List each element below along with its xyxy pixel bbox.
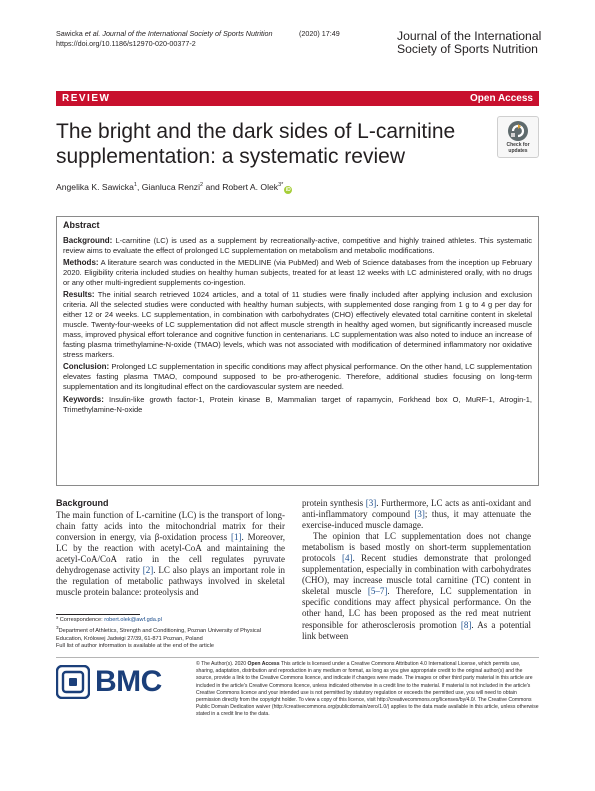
check-updates-icon [507, 120, 529, 142]
journal-title: Journal of the International Society of Sports Nutrition [397, 29, 542, 56]
author-list: Angelika K. Sawicka$^1$, Gianluca Renzi$^2$ and Robert A. Olek$^{3*}$iD [56, 181, 291, 193]
section-heading: Background [56, 498, 109, 508]
bmc-logo [56, 665, 162, 699]
citation-link[interactable]: [2] [142, 565, 154, 576]
author-name[interactable]: Robert A. Olek [222, 181, 279, 192]
open-access-label: Open Access [470, 93, 533, 104]
author-name[interactable]: Angelika K. Sawicka [56, 181, 134, 192]
page-footer [56, 657, 539, 718]
doi-link[interactable]: https://doi.org/10.1186/s12970-020-00377-2 [56, 39, 196, 48]
abstract-conclusion: Conclusion: Prolonged LC supplementation in specific conditions may affect physical performance. On the other hand, LC supplementation elevates fasting plasma TMAO, compound supposed to be pro-atherogenic. Therefore, additional studies focusing on long-term supplementation and its longitudinal effect on the cardiovascular system are needed. [63, 362, 532, 391]
bmc-logo-icon [56, 665, 90, 699]
article-title: The bright and the dark sides of L-carnitine supplementation: a systematic review [56, 120, 456, 168]
footnote [56, 617, 285, 650]
citation-link[interactable]: [1] [231, 532, 242, 543]
bmc-wordmark: BMC [95, 665, 162, 698]
email-link[interactable]: robert.olek@awf.gda.pl [104, 617, 162, 623]
body-column-left [56, 498, 285, 598]
citation-link[interactable]: [8] [460, 619, 472, 630]
body-paragraph: The main function of L-carnitine (LC) is the transport of long-chain fatty acids into the mitochondrial matrix for their conversion in energy, via β-oxidation process [1]. Moreover, LC by the reaction with acetyl-CoA and maintaining the acetyl-CoA/CoA ratio in the cell regulates pyruvate dehydrogenase activity [2]. LC also plays an important role in the regulation of metabolic pathways involved in skeletal muscle protein balance: proteolysis and [56, 510, 285, 598]
abstract-keywords: Keywords: Insulin-like growth factor-1, Protein kinase B, Mammalian target of rapamycin, Forkhead box O, MuRF-1, Atrogin-1, Trimethylamine-N-oxide [63, 395, 532, 414]
article-type-label: REVIEW [62, 93, 111, 104]
check-for-updates-button[interactable] [497, 116, 539, 158]
citation-link[interactable]: [3] [414, 509, 425, 520]
correspondence: * Correspondence: robert.olek@awf.gda.pl [56, 617, 162, 623]
abstract-box [56, 216, 539, 486]
footnote-divider [56, 614, 140, 615]
article-type-banner [56, 91, 539, 106]
running-citation: Sawicka et al. Journal of the International Society of Sports Nutrition (2020) 17:49 [56, 29, 340, 38]
abstract-methods: Methods: A literature search was conducted in the MEDLINE (via PubMed) and Web of Science databases from the inception up February 2020. Eligibility criteria included studies on healthy human subjects, treated for at least 12 weeks with LC administered orally, with no drugs or any other multi-ingredient supplements co-ingestion. [63, 258, 533, 287]
citation-link[interactable]: [4] [341, 553, 353, 564]
body-paragraph: protein synthesis [3]. Furthermore, LC acts as anti-oxidant and anti-inflammatory compound [3]; thus, it may attenuate the exercise-induced muscle damage. [302, 498, 531, 531]
author-info-note: Full list of author information is available at the end of the article [56, 643, 214, 650]
abstract-heading: Abstract [63, 220, 100, 230]
affiliation: $^3$Department of Athletics, Strength and Conditioning, Poznan University of Physical Education, Królowej Jadwigi 27/39, 61-871 Poznan, Poland [56, 625, 262, 642]
citation-link[interactable]: [5–7] [367, 586, 388, 597]
license-text: © The Author(s). 2020 Open Access This article is licensed under a Creative Commons Attribution 4.0 International License, which permits use, sharing, adaptation, distribution and reproduction in any medium or format, as long as you give appropriate credit to the original author(s) and the source, provide a link to the Creative Commons licence, and indicate if changes were made. The images or other third party material in this article are included in the article's Creative Commons licence, unless indicated otherwise in a credit line to the material. If material is not included in the article's Creative Commons licence and your intended use is not permitted by statutory regulation or exceeds the permitted use, you will need to obtain permission directly from the copyright holder. To view a copy of this licence, visit http://creativecommons.org/licenses/by/4.0/. The Creative Commons Public Domain Dedication waiver (http://creativecommons.org/publicdomain/zero/1.0/) applies to the data made available in this article, unless otherwise stated in a credit line to the data. [196, 661, 539, 718]
citation-link[interactable]: [3] [365, 498, 377, 508]
orcid-icon[interactable]: iD [285, 186, 291, 193]
abstract-results: Results: The initial search retrieved 1024 articles, and a total of 11 studies were finally included after applying inclusion and exclusion criteria. All the selected studies were conducted with healthy human subjects, with supplemented dose ranging from 1 g to 4 g per day for either 12 or 24 weeks. LC supplementation, in combination with carbohydrates (CHO) effectively elevated total carnitine content in skeletal muscle. Twenty-four-weeks of LC supplementation did not affect muscle strength in healthy aged women, but significantly increased muscle mass, improved physical effort tolerance and cognitive function in centenarians. LC supplementation was also noted to induce an increase of fasting plasma trimethylamine-N-oxide (TMAO) levels, which was not associated with modification of determined inflammatory nor oxidative stress markers. [63, 290, 532, 359]
check-updates-label: Check for updates [506, 142, 530, 154]
year-volume: (2020) 17:49 [299, 29, 340, 38]
body-column-right [302, 498, 531, 642]
running-header [56, 29, 340, 49]
abstract-background: Background: L-carnitine (LC) is used as a supplement by recreationally-active, competitive and highly trained athletes. This systematic review aims to evaluate the effect of prolonged LC supplementation on metabolism and metabolic modifications. [63, 236, 532, 255]
author-name[interactable]: Gianluca Renzi [141, 181, 200, 192]
body-paragraph: The opinion that LC supplementation does not change metabolism is based mostly on short-term supplementation protocols [4]. Recent studies demonstrate that prolonged supplementation, especially in combination with carbohydrates (CHO), may increase muscle total carnitine (TC) content in skeletal muscle [5–7]. Therefore, LC supplementation in specific conditions may affect physical performance. On the other hand, LC has been proposed as the red meat nutrient responsible for atherosclerosis promotion [8]. As a potential link between [302, 531, 531, 641]
